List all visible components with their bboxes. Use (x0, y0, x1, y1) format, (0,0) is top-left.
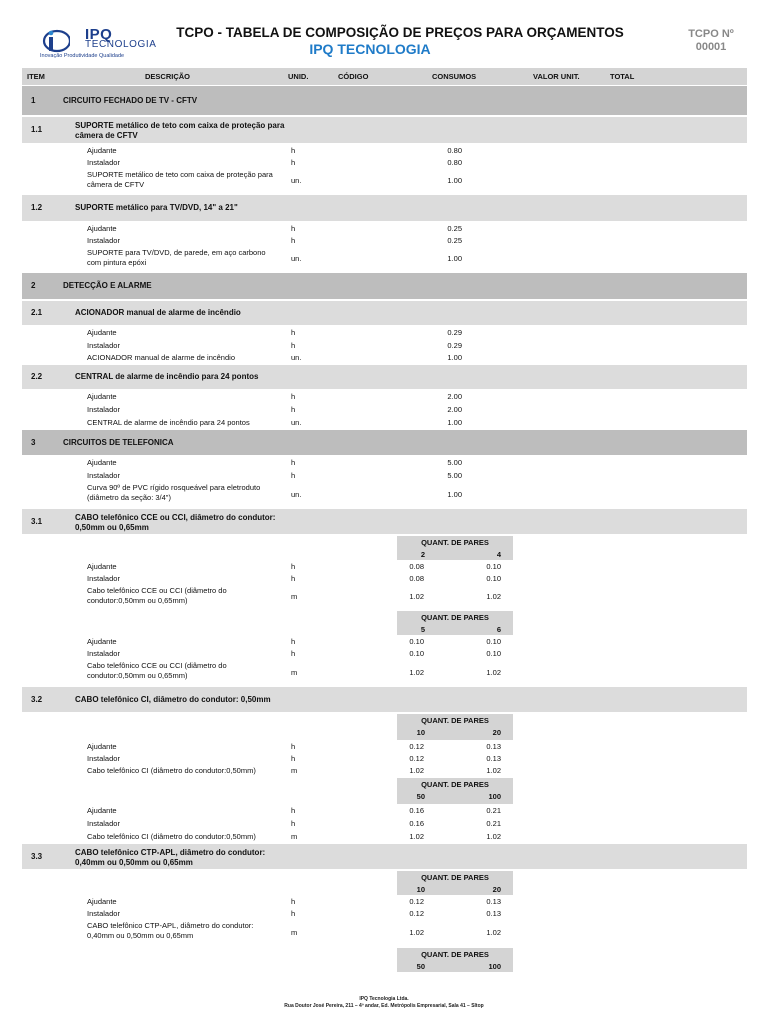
resource-description: Instalador (87, 909, 120, 918)
category-row (0, 86, 768, 117)
item-description: CABO telefônico CI, diâmetro do condutor: 0,50mm (75, 694, 271, 704)
resource-unit: h (291, 574, 296, 583)
resource-description: Cabo telefônico CI (diâmetro do condutor:0,50mm) (87, 832, 256, 841)
item-description: CENTRAL de alarme de incêndio para 24 pontos (75, 372, 259, 381)
resource-unit: un. (291, 353, 302, 362)
col-valor-unit: VALOR UNIT. (533, 72, 580, 81)
consumption-value-a: 1.02 (409, 928, 424, 937)
resource-row (0, 818, 768, 831)
pair-quantity-header (0, 536, 768, 561)
subitem-row (0, 117, 768, 145)
pair-quantity-label: QUANT. DE PARES (421, 613, 489, 622)
consumption-value: 0.80 (447, 158, 462, 167)
category-row (0, 273, 768, 301)
consumption-value-a: 0.10 (409, 649, 424, 658)
consumption-value: 1.00 (447, 418, 462, 427)
resource-description: SUPORTE metálico de teto com caixa de proteção para câmera de CFTV (87, 170, 273, 189)
pair-quantity-header (0, 948, 768, 973)
consumption-value-a: 0.08 (409, 574, 424, 583)
col-unid: UNID. (288, 72, 309, 81)
composition-table (0, 86, 768, 973)
pair-count-b: 20 (492, 728, 501, 737)
resource-description: Cabo telefônico CCE ou CCI (diâmetro do condutor:0,50mm ou 0,65mm) (87, 586, 227, 605)
resource-row (0, 908, 768, 920)
consumption-value-a: 1.02 (409, 592, 424, 601)
resource-row (0, 482, 768, 509)
resource-row (0, 391, 768, 404)
col-total: TOTAL (610, 72, 635, 81)
item-description: SUPORTE metálico de teto com caixa de proteção para câmera de CFTV (75, 121, 285, 140)
consumption-value-b: 0.13 (486, 909, 501, 918)
pair-quantity-header (0, 778, 768, 805)
consumption-value: 0.80 (447, 146, 462, 155)
consumption-value-a: 0.10 (409, 637, 424, 646)
consumption-value-b: 0.10 (486, 562, 501, 571)
resource-unit: h (291, 897, 296, 906)
resource-description: SUPORTE para TV/DVD, de parede, em aço carbono com pintura epóxi (87, 248, 266, 267)
consumption-value: 0.25 (447, 224, 462, 233)
consumption-value-a: 1.02 (409, 667, 424, 677)
pair-count-a: 5 (420, 625, 425, 634)
item-number: 1.1 (31, 125, 43, 134)
consumption-value-a: 0.12 (409, 754, 424, 763)
resource-unit: h (291, 341, 296, 350)
resource-unit: h (291, 742, 296, 751)
consumption-value: 1.00 (447, 353, 462, 362)
consumption-value-b: 1.02 (486, 766, 501, 775)
resource-row (0, 470, 768, 482)
resource-row (0, 636, 768, 648)
resource-row (0, 896, 768, 908)
consumption-value: 5.00 (447, 458, 462, 467)
item-description: SUPORTE metálico para TV/DVD, 14" a 21" (75, 203, 238, 212)
resource-row (0, 573, 768, 585)
resource-row (0, 223, 768, 235)
item-number: 2.2 (31, 372, 43, 381)
pair-count-a: 10 (416, 885, 425, 894)
resource-description: Instalador (87, 405, 120, 414)
resource-row (0, 352, 768, 365)
resource-description: Ajudante (87, 637, 117, 646)
consumption-value-b: 0.10 (486, 574, 501, 583)
logo-tagline: Inovação Produtividade Qualidade (40, 53, 125, 59)
resource-description: Instalador (87, 649, 120, 658)
pair-count-a: 2 (420, 550, 425, 559)
pair-quantity-header (0, 611, 768, 636)
consumption-value: 0.29 (447, 341, 462, 350)
footer-company: IPQ Tecnologia Ltda. (359, 996, 409, 1002)
col-codigo: CÓDIGO (338, 72, 369, 81)
document-subtitle: IPQ TECNOLOGIA (309, 41, 431, 57)
item-description: ACIONADOR manual de alarme de incêndio (75, 308, 241, 317)
consumption-value: 2.00 (447, 405, 462, 414)
ipq-logo-icon (40, 28, 70, 54)
resource-unit: h (291, 819, 296, 828)
resource-unit: h (291, 806, 296, 815)
resource-unit: m (291, 667, 298, 677)
pair-quantity-box (397, 948, 513, 972)
consumption-value-b: 0.10 (486, 649, 501, 658)
resource-unit: h (291, 158, 296, 167)
subitem-row (0, 844, 768, 871)
subitem-row (0, 301, 768, 327)
consumption-value-a: 1.02 (409, 832, 424, 841)
resource-description: CENTRAL de alarme de incêndio para 24 pontos (87, 418, 250, 427)
resource-unit: m (291, 766, 298, 775)
item-description: CABO telefônico CCE ou CCI, diâmetro do condutor: 0,50mm ou 0,65mm (75, 512, 276, 532)
resource-description: Ajudante (87, 392, 117, 401)
logo-ipq-text: IPQ (85, 26, 113, 43)
pair-count-b: 100 (488, 962, 501, 971)
document-title: TCPO - TABELA DE COMPOSIÇÃO DE PREÇOS PARA ORÇAMENTOS (176, 25, 624, 40)
resource-row (0, 753, 768, 765)
resource-unit: un. (291, 254, 302, 263)
consumption-value-b: 0.21 (486, 806, 501, 815)
resource-row (0, 457, 768, 470)
consumption-value-a: 0.16 (409, 806, 424, 815)
col-descricao: DESCRIÇÃO (145, 72, 191, 81)
resource-description: Ajudante (87, 562, 117, 571)
consumption-value-b: 1.02 (486, 832, 501, 841)
resource-description: Curva 90º de PVC rígido rosqueável para eletroduto (diâmetro da seção: 3/4") (87, 483, 261, 502)
resource-description: Ajudante (87, 897, 117, 906)
resource-description: Instalador (87, 754, 120, 763)
consumption-value: 1.00 (447, 254, 462, 263)
consumption-value-b: 0.10 (486, 637, 501, 646)
consumption-value-a: 0.12 (409, 909, 424, 918)
consumption-value-b: 0.21 (486, 819, 501, 828)
item-description: CIRCUITO FECHADO DE TV - CFTV (63, 95, 198, 105)
resource-unit: m (291, 832, 298, 841)
col-consumos: CONSUMOS (432, 72, 477, 81)
resource-description: Ajudante (87, 328, 117, 337)
pair-count-b: 4 (496, 550, 501, 559)
resource-row (0, 920, 768, 948)
footer-address: Rua Doutor José Pereira, 211 – 4º andar, Ed. Metrópolis Empresarial, Sala 41 – Sltop (284, 1003, 484, 1009)
pair-count-a: 50 (416, 792, 425, 801)
item-number: 2 (31, 281, 36, 290)
item-number: 3.1 (31, 516, 43, 526)
resource-row (0, 169, 768, 195)
consumption-value: 0.25 (447, 236, 462, 245)
resource-unit: h (291, 909, 296, 918)
pair-count-a: 10 (416, 728, 425, 737)
pair-quantity-label: QUANT. DE PARES (421, 538, 489, 547)
consumption-value-b: 1.02 (486, 592, 501, 601)
pair-quantity-box (397, 778, 513, 804)
resource-row (0, 660, 768, 687)
item-number: 1 (31, 95, 36, 105)
resource-unit: h (291, 236, 296, 245)
resource-description: Instalador (87, 236, 120, 245)
resource-description: Cabo telefônico CCE ou CCI (diâmetro do condutor:0,50mm ou 0,65mm) (87, 661, 227, 680)
item-number: 3.2 (31, 694, 43, 704)
consumption-value-b: 1.02 (486, 928, 501, 937)
page-header (0, 0, 768, 66)
column-header-row (22, 68, 747, 85)
resource-row (0, 831, 768, 844)
item-description: CABO telefônico CTP-APL, diâmetro do condutor: 0,40mm ou 0,50mm ou 0,65mm (75, 847, 266, 867)
consumption-value-a: 0.08 (409, 562, 424, 571)
resource-description: Ajudante (87, 224, 117, 233)
pair-count-b: 20 (492, 885, 501, 894)
resource-row (0, 765, 768, 778)
pair-quantity-label: QUANT. DE PARES (421, 780, 489, 789)
resource-unit: h (291, 637, 296, 646)
item-description: DETECÇÃO E ALARME (63, 281, 152, 290)
resource-description: Instalador (87, 574, 120, 583)
resource-unit: h (291, 471, 296, 480)
pair-count-b: 100 (488, 792, 501, 801)
consumption-value-b: 0.13 (486, 742, 501, 751)
resource-description: Instalador (87, 819, 120, 828)
resource-row (0, 247, 768, 273)
resource-unit: un. (291, 176, 302, 185)
resource-unit: un. (291, 489, 302, 499)
resource-unit: m (291, 592, 298, 601)
item-description: CIRCUITOS DE TELEFONICA (63, 437, 174, 447)
pair-count-b: 6 (496, 625, 501, 634)
page-footer (0, 996, 768, 1010)
resource-unit: h (291, 754, 296, 763)
subitem-row (0, 365, 768, 391)
item-number: 3.3 (31, 851, 43, 861)
pair-quantity-box (397, 611, 513, 635)
resource-unit: un. (291, 418, 302, 427)
consumption-value: 1.00 (447, 489, 462, 499)
consumption-value: 5.00 (447, 471, 462, 480)
pair-quantity-box (397, 714, 513, 740)
resource-description: Ajudante (87, 742, 117, 751)
pair-quantity-label: QUANT. DE PARES (421, 716, 489, 725)
resource-description: Instalador (87, 471, 120, 480)
tcpo-label: TCPO Nº (688, 28, 734, 40)
resource-row (0, 585, 768, 611)
resource-row (0, 327, 768, 340)
resource-unit: h (291, 224, 296, 233)
tcpo-number: 00001 (695, 41, 727, 53)
subitem-row (0, 687, 768, 714)
item-number: 2.1 (31, 308, 43, 317)
consumption-value-a: 0.12 (409, 742, 424, 751)
resource-unit: h (291, 562, 296, 571)
consumption-value-a: 0.12 (409, 897, 424, 906)
resource-row (0, 805, 768, 818)
pair-quantity-label: QUANT. DE PARES (421, 950, 489, 959)
resource-row (0, 404, 768, 417)
category-row (0, 430, 768, 457)
logo-tecnologia-text: TECNOLOGIA (85, 39, 157, 50)
consumption-value-b: 1.02 (486, 667, 501, 677)
resource-row (0, 561, 768, 573)
col-item: ITEM (27, 72, 45, 81)
resource-description: Instalador (87, 341, 120, 350)
pair-quantity-header (0, 871, 768, 896)
resource-row (0, 417, 768, 430)
pair-quantity-box (397, 871, 513, 895)
item-number: 3 (31, 437, 36, 447)
resource-description: Instalador (87, 158, 120, 167)
consumption-value: 1.00 (447, 176, 462, 185)
resource-unit: h (291, 146, 296, 155)
item-number: 1.2 (31, 203, 43, 212)
consumption-value-a: 0.16 (409, 819, 424, 828)
resource-unit: h (291, 328, 296, 337)
resource-description: Ajudante (87, 806, 117, 815)
resource-description: Ajudante (87, 458, 117, 467)
pair-quantity-header (0, 714, 768, 741)
subitem-row (0, 195, 768, 223)
consumption-value-b: 0.13 (486, 754, 501, 763)
resource-unit: m (291, 928, 298, 937)
resource-unit: h (291, 392, 296, 401)
consumption-value: 2.00 (447, 392, 462, 401)
consumption-value: 0.29 (447, 328, 462, 337)
pair-quantity-box (397, 536, 513, 560)
resource-description: Ajudante (87, 146, 117, 155)
resource-row (0, 235, 768, 247)
resource-unit: h (291, 405, 296, 414)
pair-quantity-label: QUANT. DE PARES (421, 873, 489, 882)
consumption-value-a: 1.02 (409, 766, 424, 775)
pair-count-a: 50 (416, 962, 425, 971)
subitem-row (0, 509, 768, 536)
resource-description: Cabo telefônico CI (diâmetro do condutor:0,50mm) (87, 766, 256, 775)
ipq-logo (40, 26, 157, 60)
resource-row (0, 741, 768, 753)
resource-row (0, 648, 768, 660)
resource-row (0, 340, 768, 352)
resource-unit: h (291, 649, 296, 658)
resource-row (0, 157, 768, 169)
resource-unit: h (291, 458, 296, 467)
resource-description: CABO telefônico CTP-APL, diâmetro do condutor: 0,40mm ou 0,50mm ou 0,65mm (87, 921, 254, 940)
resource-row (0, 145, 768, 157)
resource-description: ACIONADOR manual de alarme de incêndio (87, 353, 235, 362)
consumption-value-b: 0.13 (486, 897, 501, 906)
